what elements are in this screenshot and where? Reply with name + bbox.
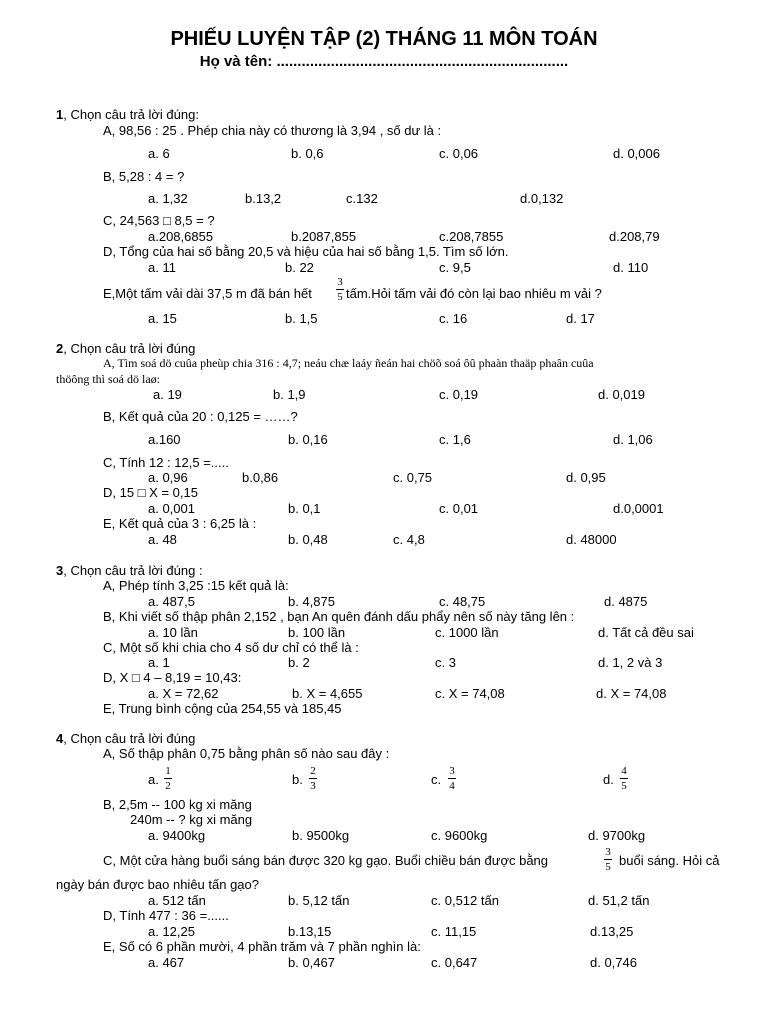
fraction-numerator: 3	[605, 846, 611, 858]
worksheet-title: PHIẾU LUYỆN TẬP (2) THÁNG 11 MÔN TOÁN	[170, 28, 598, 50]
option-c: c. 0,01	[439, 501, 479, 516]
fraction-bar	[604, 859, 612, 860]
option-a: a.208,6855	[148, 229, 214, 244]
option-c: c. X = 74,08	[435, 686, 505, 701]
option-b: b.2087,855	[291, 229, 357, 244]
question-4b-line1: B, 2,5m -- 100 kg xi măng	[103, 797, 252, 812]
option-b: b. 0,467	[288, 955, 335, 970]
question-2e: E, Kết quả của 3 : 6,25 là :	[103, 516, 257, 531]
option-a: a. 467	[148, 955, 185, 970]
fraction-numerator: 3	[337, 276, 343, 288]
section-heading-text: , Chọn câu trả lời đúng :	[63, 563, 203, 578]
option-b: b.13,15	[288, 924, 332, 939]
question-3a: A, Phép tính 3,25 :15 kết quả là:	[103, 578, 289, 593]
question-4d: D, Tính 477 : 36 =......	[103, 908, 229, 923]
option-c: c. 9600kg	[431, 828, 488, 843]
option-c: c. 1000 lần	[435, 625, 499, 640]
fraction-bar	[336, 289, 344, 290]
section-number: 4	[56, 731, 64, 746]
option-c: c. 0,06	[439, 146, 479, 161]
option-d: d. 51,2 tấn	[588, 893, 650, 908]
option-d: d. X = 74,08	[596, 686, 667, 701]
option-d: d.0,132	[520, 191, 564, 206]
question-1b: B, 5,28 : 4 = ?	[103, 169, 185, 184]
option-d: d. 9700kg	[588, 828, 646, 843]
option-c: c. 0,19	[439, 387, 479, 402]
option-c: c.	[431, 772, 442, 787]
fraction	[604, 846, 612, 873]
option-a: a. 0,001	[148, 501, 195, 516]
question-4c-line2: ngày bán được bao nhiêu tấn gạo?	[56, 877, 259, 892]
question-3c: C, Một số khi chia cho 4 số dư chỉ có thể là :	[103, 640, 359, 655]
question-2b: B, Kết quả của 20 : 0,125 = ……?	[103, 409, 298, 424]
option-a: a.160	[148, 432, 181, 447]
option-d: d. 1,06	[613, 432, 653, 447]
option-d: d. 1, 2 và 3	[598, 655, 663, 670]
section-4-heading	[56, 731, 195, 746]
option-c: c. 0,647	[431, 955, 478, 970]
fraction-option-c	[448, 765, 456, 792]
fraction-denominator: 4	[449, 780, 455, 792]
section-heading-text: , Chọn câu trả lời đúng:	[63, 107, 199, 122]
fraction-denominator: 2	[165, 780, 171, 792]
option-c: c.132	[346, 191, 378, 206]
question-4c-pre: C, Một cửa hàng buổi sáng bán được 320 kg gạo. Buổi chiều bán được bằng	[103, 853, 549, 868]
section-number: 2	[56, 341, 64, 356]
question-1e-pre: E,Một tấm vải dài 37,5 m đã bán hết	[103, 286, 312, 301]
option-a: a. X = 72,62	[148, 686, 219, 701]
fraction-bar	[164, 778, 172, 779]
option-a: a.	[148, 772, 159, 787]
fraction-bar	[309, 778, 317, 779]
section-heading-text: , Chọn câu trả lời đúng	[63, 341, 196, 356]
option-b: b. 1,9	[273, 387, 306, 402]
option-c: c. 11,15	[431, 924, 477, 939]
option-c: c. 1,6	[439, 432, 471, 447]
option-c: c. 16	[439, 311, 468, 326]
fraction-option-b	[309, 765, 317, 792]
option-b: b.	[292, 772, 303, 787]
option-b: b.0,86	[242, 470, 279, 485]
option-c: c. 4,8	[393, 532, 425, 547]
option-d: d. Tất cả đều sai	[598, 625, 694, 640]
option-b: b. 5,12 tấn	[288, 893, 350, 908]
fraction-denominator: 5	[337, 291, 343, 303]
option-b: b. X = 4,655	[292, 686, 363, 701]
option-c: c. 48,75	[439, 594, 486, 609]
fraction-bar	[448, 778, 456, 779]
question-3d: D, X □ 4 – 8,19 = 10,43:	[103, 670, 242, 685]
fraction-denominator: 5	[605, 861, 611, 873]
option-a: a. 11	[148, 260, 176, 275]
question-4c-post: buổi sáng. Hỏi cả	[619, 853, 720, 868]
section-number: 3	[56, 563, 64, 578]
fraction-denominator: 5	[621, 780, 627, 792]
option-b: b. 0,48	[288, 532, 328, 547]
option-c: c. 9,5	[439, 260, 471, 275]
option-d: d. 0,95	[566, 470, 606, 485]
option-b: b. 22	[285, 260, 314, 275]
option-a: a. 19	[153, 387, 182, 402]
option-a: a. 15	[148, 311, 177, 326]
section-heading-text: , Chọn câu trả lời đúng	[63, 731, 196, 746]
option-d: d. 17	[566, 311, 595, 326]
option-a: a. 12,25	[148, 924, 195, 939]
option-d: d. 0,019	[598, 387, 645, 402]
fraction-numerator: 2	[310, 765, 316, 777]
fraction-option-d	[620, 765, 628, 792]
option-d: d.208,79	[609, 229, 660, 244]
question-1e-post: tấm.Hỏi tấm vải đó còn lại bao nhiêu m vải ?	[346, 286, 602, 301]
option-b: b.13,2	[245, 191, 282, 206]
fraction-numerator: 3	[449, 765, 455, 777]
option-a: a. 512 tấn	[148, 893, 206, 908]
option-d: d.13,25	[590, 924, 634, 939]
question-4a: A, Số thập phân 0,75 bằng phân số nào sau đây :	[103, 746, 390, 761]
option-b: b. 100 lần	[288, 625, 346, 640]
option-d: d. 110	[613, 260, 649, 275]
option-c: c. 0,75	[393, 470, 433, 485]
option-b: b. 0,1	[288, 501, 321, 516]
option-d: d. 48000	[566, 532, 617, 547]
question-4b-line2: 240m -- ? kg xi măng	[130, 812, 253, 827]
fraction-option-a	[164, 765, 172, 792]
option-a: a. 10 lần	[148, 625, 198, 640]
option-a: a. 487,5	[148, 594, 195, 609]
option-a: a. 6	[148, 146, 170, 161]
fraction-numerator: 4	[621, 765, 627, 777]
question-4e: E, Số có 6 phần mười, 4 phần trăm và 7 phần nghìn là:	[103, 939, 421, 954]
name-line: Họ và tên: ......................................................................	[199, 53, 569, 70]
option-a: a. 0,96	[148, 470, 188, 485]
question-2a-line1: A, Tìm soá dö cuûa pheùp chia 316 : 4,7; neáu chæ laáy ñeán hai chöõ soá ôû phaàn thaäp phaân cuûa	[103, 356, 594, 370]
option-a: a. 1,32	[148, 191, 188, 206]
question-1c: C, 24,563 □ 8,5 = ?	[103, 213, 215, 228]
question-1a: A, 98,56 : 25 . Phép chia này có thương là 3,94 , số dư là :	[103, 123, 442, 138]
section-3-heading	[56, 563, 203, 578]
option-c: c.208,7855	[439, 229, 504, 244]
question-2d: D, 15 □ X = 0,15	[103, 485, 198, 500]
option-b: b. 0,16	[288, 432, 328, 447]
option-b: b. 4,875	[288, 594, 335, 609]
option-d: d. 0,746	[590, 955, 637, 970]
option-d: d. 4875	[604, 594, 648, 609]
fraction-bar	[620, 778, 628, 779]
option-d: d.	[603, 772, 614, 787]
option-b: b. 0,6	[291, 146, 324, 161]
option-d: d. 0,006	[613, 146, 660, 161]
section-1-heading	[56, 107, 199, 122]
question-3e: E, Trung bình cộng của 254,55 và 185,45	[103, 701, 342, 716]
option-d: d.0,0001	[613, 501, 664, 516]
option-a: a. 48	[148, 532, 177, 547]
fraction-numerator: 1	[165, 765, 171, 777]
question-1d: D, Tổng của hai số bằng 20,5 và hiệu của hai số bằng 1,5. Tìm số lớn.	[103, 244, 509, 259]
fraction	[336, 276, 344, 303]
option-c: c. 0,512 tấn	[431, 893, 499, 908]
option-b: b. 1,5	[285, 311, 318, 326]
option-c: c. 3	[435, 655, 456, 670]
question-2a-line2: thöông thì soá dö laø:	[56, 372, 160, 386]
question-3b: B, Khi viết số thập phân 2,152 , bạn An quên đánh dấu phẩy nên số này tăng lên :	[103, 609, 575, 624]
section-2-heading	[56, 341, 195, 356]
fraction-denominator: 3	[310, 780, 316, 792]
option-a: a. 9400kg	[148, 828, 206, 843]
section-number: 1	[56, 107, 64, 122]
question-2c: C, Tính 12 : 12,5 =.....	[103, 455, 229, 470]
option-b: b. 9500kg	[292, 828, 350, 843]
option-b: b. 2	[288, 655, 310, 670]
option-a: a. 1	[148, 655, 170, 670]
